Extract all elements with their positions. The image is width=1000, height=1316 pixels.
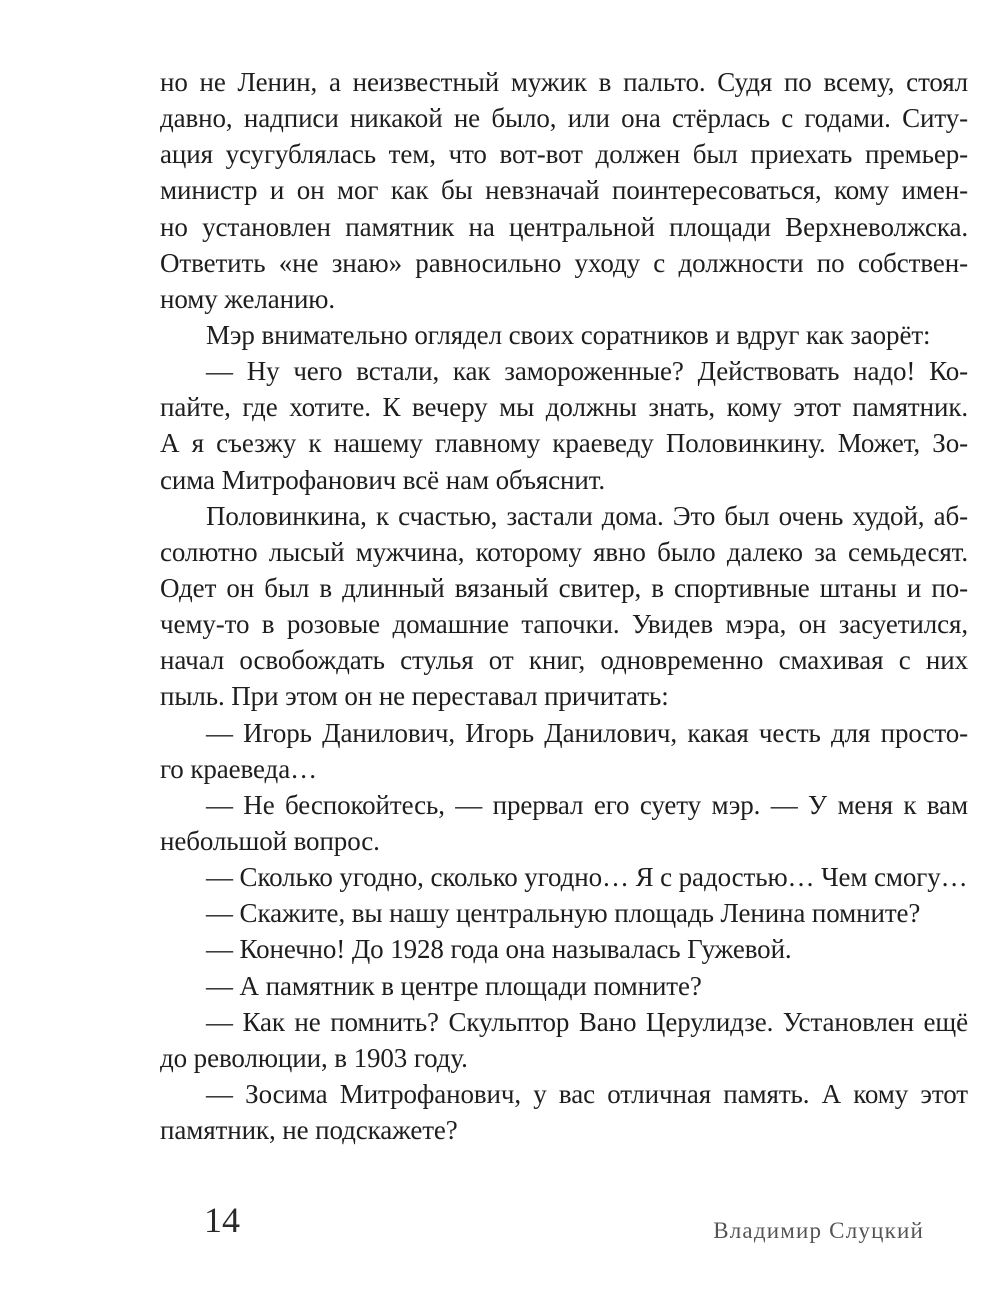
text-line: — Скажите, вы нашу центральную площадь Ленина помните? <box>206 898 921 929</box>
text-line: чему-то в розовые домашние тапочки. Увидев мэра, он засуетился, <box>160 609 968 640</box>
paragraph <box>160 859 968 895</box>
text-line: но установлен памятник на центральной площади Верхневолжска. <box>160 211 968 242</box>
text-line: Одет он был в длинный вязаный свитер, в спортивные штаны и по- <box>160 572 968 603</box>
paragraph <box>160 1076 968 1148</box>
paragraph <box>160 1004 968 1076</box>
paragraph <box>160 715 968 787</box>
text-line: ному желанию. <box>160 283 336 314</box>
text-line: сима Митрофанович всё нам объяснит. <box>160 464 606 495</box>
text-line: ация усугублялась тем, что вот-вот должен был приехать премьер- <box>160 139 968 170</box>
paragraph <box>160 498 968 715</box>
text-line: до революции, в 1903 году. <box>160 1042 468 1073</box>
text-line: — Не беспокойтесь, — прервал его суету мэр. — У меня к вам <box>206 789 968 820</box>
text-line: солютно лысый мужчина, которому явно было далеко за семьдесят. <box>160 536 968 567</box>
text-line: — Зосима Митрофанович, у вас отличная память. А кому этот <box>206 1078 968 1109</box>
text-line: го краеведа… <box>160 753 317 784</box>
text-line: министр и он мог как бы невзначай поинтересоваться, кому имен- <box>160 175 968 206</box>
text-line: начал освобождать стулья от книг, одновременно смахивая с них <box>160 645 968 676</box>
text-line: — Ну чего встали, как замороженные? Действовать надо! Ко- <box>206 356 968 387</box>
text-line: Мэр внимательно оглядел своих соратников и вдруг как заорёт: <box>206 319 931 350</box>
text-line: — Сколько угодно, сколько угодно… Я с радостью… Чем смогу… <box>206 862 968 893</box>
text-line: — Как не помнить? Скульптор Вано Церулидзе. Установлен ещё <box>206 1006 968 1037</box>
text-line: но не Ленин, а неизвестный мужик в пальто. Судя по всему, стоял <box>160 67 968 97</box>
text-line: памятник, не подскажете? <box>160 1115 458 1146</box>
text-line: пайте, где хотите. К вечеру мы должны знать, кому этот памятник. <box>160 392 968 423</box>
text-line: — Игорь Данилович, Игорь Данилович, какая честь для просто- <box>206 717 968 748</box>
text-line: — Конечно! До 1928 года она называлась Гужевой. <box>206 934 792 965</box>
paragraph <box>160 787 968 859</box>
text-line: пыль. При этом он не переставал причитать: <box>160 681 669 712</box>
page-body-text <box>160 64 968 1148</box>
text-line: небольшой вопрос. <box>160 825 380 856</box>
text-line: А я съезжу к нашему главному краеведу Половинкину. Может, Зо- <box>160 428 968 459</box>
text-line: — А памятник в центре площади помните? <box>206 970 702 1001</box>
paragraph <box>160 968 968 1004</box>
text-line: давно, надписи никакой не было, или она стёрлась с годами. Ситу- <box>160 103 968 134</box>
paragraph <box>160 317 968 353</box>
page-number: 14 <box>204 1200 240 1240</box>
paragraph <box>160 353 968 498</box>
paragraph <box>160 931 968 967</box>
text-line: Половинкина, к счастью, застали дома. Это был очень худой, аб- <box>206 500 968 531</box>
paragraph <box>160 64 968 317</box>
paragraph <box>160 895 968 931</box>
text-line: Ответить «не знаю» равносильно уходу с должности по собствен- <box>160 247 968 278</box>
running-footer-author: Владимир Слуцкий <box>713 1218 924 1243</box>
